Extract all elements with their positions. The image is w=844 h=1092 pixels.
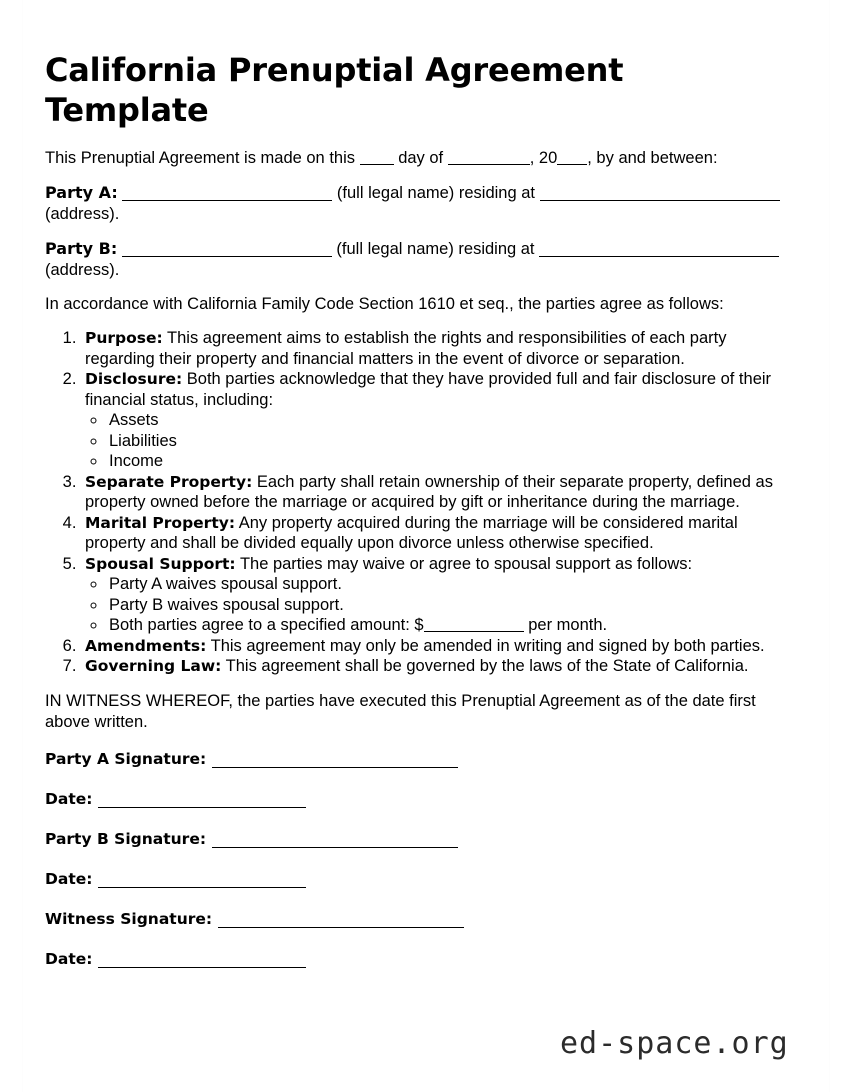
clause-term: Marital Property: xyxy=(85,513,236,532)
amount-text-before: Both parties agree to a specified amount: $ xyxy=(109,616,424,634)
clause-term: Purpose: xyxy=(85,329,163,347)
signature-label: Party B Signature: xyxy=(45,829,207,848)
document-content xyxy=(45,50,795,989)
signature-label: Date: xyxy=(45,949,93,968)
party-b-signature-blank[interactable] xyxy=(212,847,458,848)
signature-label: Date: xyxy=(45,789,93,808)
list-item: ◦ Party B waives spousal support. xyxy=(107,595,795,616)
page-border-right xyxy=(829,0,830,1092)
clause-text: This agreement shall be governed by the laws of the State of California. xyxy=(225,657,749,675)
spousal-amount-blank[interactable] xyxy=(424,631,524,632)
signature-row-party-b-date xyxy=(45,869,795,889)
intro-text-day-of: day of xyxy=(398,149,444,167)
party-a-label: Party A: xyxy=(45,183,118,202)
party-b-address-blank[interactable] xyxy=(539,256,779,257)
clause-item-disclosure xyxy=(81,369,795,472)
list-item: ◦ Party A waives spousal support. xyxy=(107,574,795,595)
clause-item-purpose xyxy=(81,328,795,369)
party-a-name-blank[interactable] xyxy=(122,200,332,201)
signature-row-party-b xyxy=(45,829,795,849)
page-border-left xyxy=(22,0,23,1092)
signature-block xyxy=(45,749,795,969)
party-a-date-blank[interactable] xyxy=(98,807,306,808)
signature-label: Party A Signature: xyxy=(45,749,207,768)
intro-text-after-month: , 20 xyxy=(529,149,558,167)
list-item: ◦ Income xyxy=(107,451,795,472)
witness-signature-blank[interactable] xyxy=(218,927,464,928)
clause-term: Separate Property: xyxy=(85,472,253,491)
clause-term: Disclosure: xyxy=(85,370,183,388)
clause-text: Both parties acknowledge that they have provided full and fair disclosure of their financial status, including: xyxy=(85,370,772,409)
disclosure-sub-list xyxy=(85,410,795,472)
clause-text: This agreement may only be amended in writing and signed by both parties. xyxy=(210,636,765,655)
site-watermark: ed-space.org xyxy=(560,1026,789,1061)
party-a-name-note: (full legal name) residing at xyxy=(336,184,536,202)
spousal-support-sub-list xyxy=(85,574,795,636)
clause-item-spousal-support xyxy=(81,554,795,636)
party-a-address-blank[interactable] xyxy=(540,200,780,201)
clause-text: This agreement aims to establish the rights and responsibilities of each party regarding their property and financial matters in the event of divorce or separation. xyxy=(85,329,727,368)
witness-date-blank[interactable] xyxy=(98,967,306,968)
clause-text: The parties may waive or agree to spousal support as follows: xyxy=(239,554,693,573)
signature-row-witness-date xyxy=(45,949,795,969)
party-b-address-note: (address). xyxy=(45,261,120,279)
party-b-block xyxy=(45,238,795,281)
clause-term: Spousal Support: xyxy=(85,554,236,573)
clause-text: Any property acquired during the marriage will be considered marital property and shall be divided equally upon divorce unless otherwise specified. xyxy=(85,513,738,552)
accordance-paragraph: In accordance with California Family Code Section 1610 et seq., the parties agree as follows: xyxy=(45,295,724,313)
page-title: California Prenuptial Agreement Template xyxy=(45,51,624,129)
party-b-label: Party B: xyxy=(45,239,118,258)
clause-term: Governing Law: xyxy=(85,657,222,675)
clause-item-amendments xyxy=(81,636,795,657)
clause-text: Each party shall retain ownership of their separate property, defined as property owned before the marriage or acquired by gift or inheritance during the marriage. xyxy=(85,472,773,511)
clause-list xyxy=(45,328,795,677)
clause-item-governing-law xyxy=(81,656,795,677)
list-item-amount xyxy=(107,615,795,636)
party-b-date-blank[interactable] xyxy=(98,887,306,888)
clause-item-marital-property xyxy=(81,513,795,554)
signature-row-party-a xyxy=(45,749,795,769)
intro-text-after-year: , by and between: xyxy=(587,149,718,167)
signature-label: Date: xyxy=(45,869,93,888)
party-b-name-blank[interactable] xyxy=(122,256,332,257)
list-item: ◦ Assets xyxy=(107,410,795,431)
party-a-block xyxy=(45,182,795,225)
party-a-signature-blank[interactable] xyxy=(212,767,458,768)
signature-row-witness xyxy=(45,909,795,929)
list-item: ◦ Liabilities xyxy=(107,431,795,452)
day-blank[interactable] xyxy=(360,164,394,165)
year-blank[interactable] xyxy=(557,164,587,165)
clause-term: Amendments: xyxy=(85,636,207,655)
intro-text-before-day: This Prenuptial Agreement is made on this xyxy=(45,149,355,167)
month-blank[interactable] xyxy=(448,164,530,165)
intro-paragraph xyxy=(45,148,795,169)
signature-row-party-a-date xyxy=(45,789,795,809)
party-b-name-note: (full legal name) residing at xyxy=(336,240,535,258)
clause-item-separate-property xyxy=(81,472,795,513)
amount-text-after: per month. xyxy=(528,616,608,634)
signature-label: Witness Signature: xyxy=(45,909,213,928)
witness-paragraph: IN WITNESS WHEREOF, the parties have executed this Prenuptial Agreement as of the date first above written. xyxy=(45,691,756,731)
party-a-address-note: (address). xyxy=(45,205,120,223)
